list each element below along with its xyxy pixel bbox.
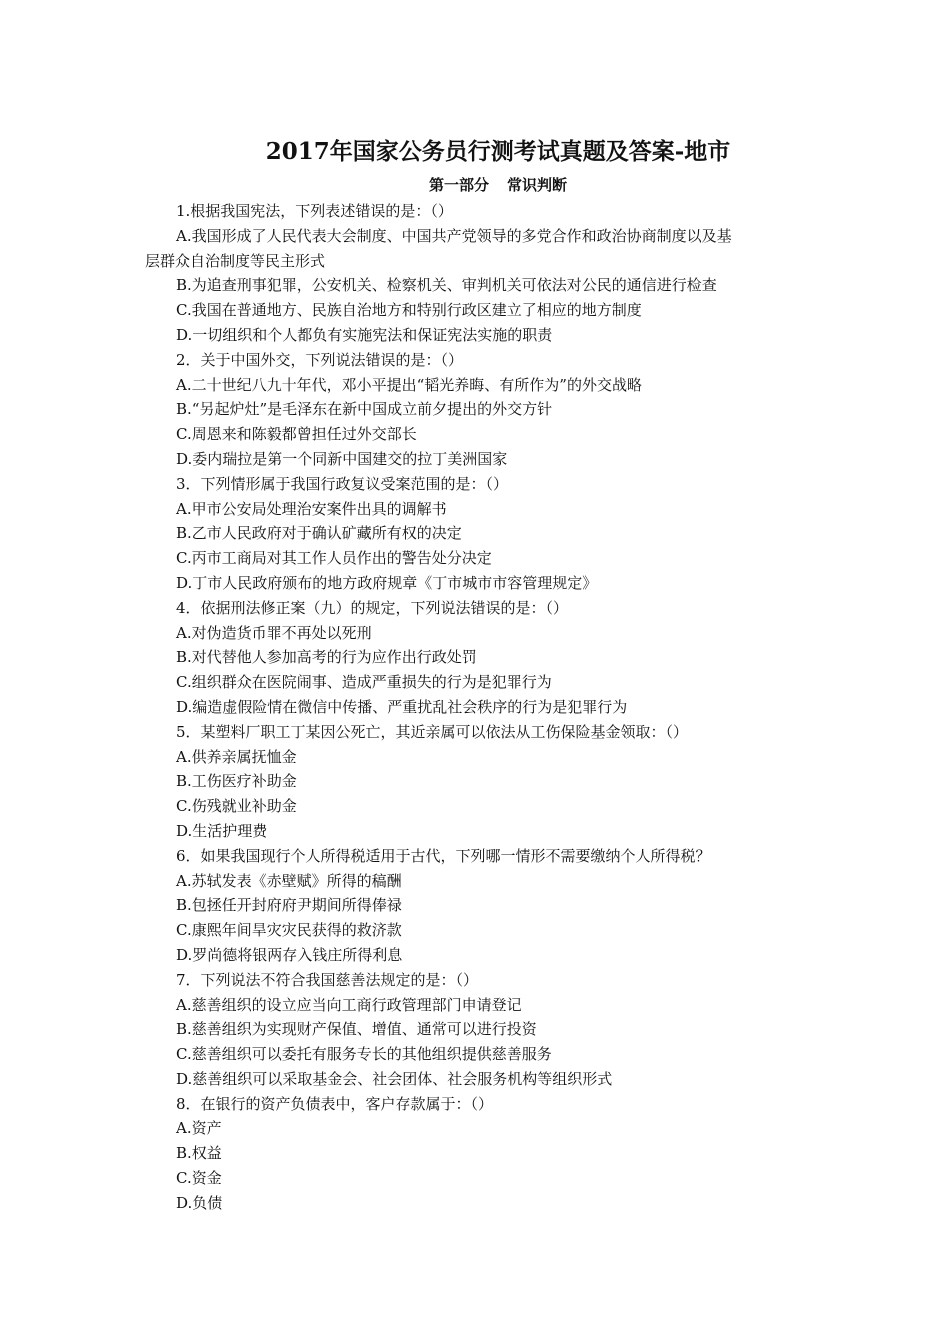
answer-option: A.对伪造货币罪不再处以死刑 [176, 623, 372, 642]
question-stem: 7．下列说法不符合我国慈善法规定的是：（） [176, 970, 479, 989]
answer-option: D.慈善组织可以采取基金会、社会团体、社会服务机构等组织形式 [176, 1069, 613, 1088]
question-stem: 8．在银行的资产负债表中，客户存款属于：（） [176, 1094, 494, 1113]
answer-option: C.伤残就业补助金 [176, 797, 297, 816]
question-stem: 6．如果我国现行个人所得税适用于古代，下列哪一情形不需要缴纳个人所得税？ [176, 846, 711, 865]
answer-option: B.权益 [176, 1144, 222, 1163]
section-name: 常识判断 [507, 176, 568, 194]
answer-option: C.丙市工商局对其工作人员作出的警告处分决定 [176, 549, 492, 568]
answer-option: A.供养亲属抚恤金 [176, 747, 297, 766]
answer-option: C.康熙年间旱灾灾民获得的救济款 [176, 921, 402, 940]
answer-option-continuation: 层群众自治制度等民主形式 [145, 251, 326, 270]
answer-option: D.生活护理费 [176, 821, 268, 840]
answer-option [145, 224, 810, 274]
answer-option: C.组织群众在医院闹事、造成严重损失的行为是犯罪行为 [176, 673, 552, 692]
answer-option: B.对代替他人参加高考的行为应作出行政处罚 [176, 648, 477, 667]
answer-option: A.二十世纪八九十年代，邓小平提出“韬光养晦、有所作为”的外交战略 [176, 375, 642, 394]
question-stem: 5．某塑料厂职工丁某因公死亡，其近亲属可以依法从工伤保险基金领取：（） [176, 722, 689, 741]
answer-option: B.乙市人民政府对于确认矿藏所有权的决定 [176, 524, 462, 543]
answer-option: B.“另起炉灶”是毛泽东在新中国成立前夕提出的外交方针 [176, 400, 553, 419]
question-stem: 4．依据刑法修正案（九）的规定，下列说法错误的是：（） [176, 598, 569, 617]
answer-option: B.工伤医疗补助金 [176, 772, 297, 791]
answer-option: A.甲市公安局处理治安案件出具的调解书 [176, 499, 447, 518]
question-stem: 2．关于中国外交，下列说法错误的是：（） [176, 350, 464, 369]
answer-option: D.罗尚德将银两存入钱庄所得利息 [176, 945, 403, 964]
answer-option: C.周恩来和陈毅都曾担任过外交部长 [176, 425, 417, 444]
answer-option-text: A.我国形成了人民代表大会制度、中国共产党领导的多党合作和政治协商制度以及基 [176, 226, 732, 245]
question-stem: 1.根据我国宪法，下列表述错误的是：（） [176, 202, 453, 220]
answer-option: B.包拯任开封府府尹期间所得俸禄 [176, 896, 402, 915]
answer-option: B.为追查刑事犯罪，公安机关、检察机关、审判机关可依法对公民的通信进行检查 [176, 276, 717, 295]
document-title: 2017年国家公务员行测考试真题及答案-地市 [265, 138, 731, 165]
answer-option: C.我国在普通地方、民族自治地方和特别行政区建立了相应的地方制度 [176, 301, 642, 320]
question-stem: 3．下列情形属于我国行政复议受案范围的是：（） [176, 474, 509, 493]
section-heading [0, 174, 950, 195]
answer-option: B.慈善组织为实现财产保值、增值、通常可以进行投资 [176, 1020, 537, 1039]
section-part: 第一部分 [428, 176, 489, 194]
answer-option: D.丁市人民政府颁布的地方政府规章《丁市城市市容管理规定》 [176, 573, 598, 592]
answer-option: C.资金 [176, 1169, 222, 1188]
answer-option: C.慈善组织可以委托有服务专长的其他组织提供慈善服务 [176, 1045, 552, 1064]
answer-option: D.一切组织和个人都负有实施宪法和保证宪法实施的职责 [176, 325, 553, 344]
answer-option: D.负债 [176, 1193, 223, 1212]
question-list [145, 199, 810, 1216]
answer-option: A.苏轼发表《赤壁赋》所得的稿酬 [176, 871, 402, 890]
answer-option: D.编造虚假险情在微信中传播、严重扰乱社会秩序的行为是犯罪行为 [176, 697, 628, 716]
answer-option: A.资产 [176, 1119, 222, 1138]
answer-option: D.委内瑞拉是第一个同新中国建交的拉丁美洲国家 [176, 449, 508, 468]
answer-option: A.慈善组织的设立应当向工商行政管理部门申请登记 [176, 995, 522, 1014]
